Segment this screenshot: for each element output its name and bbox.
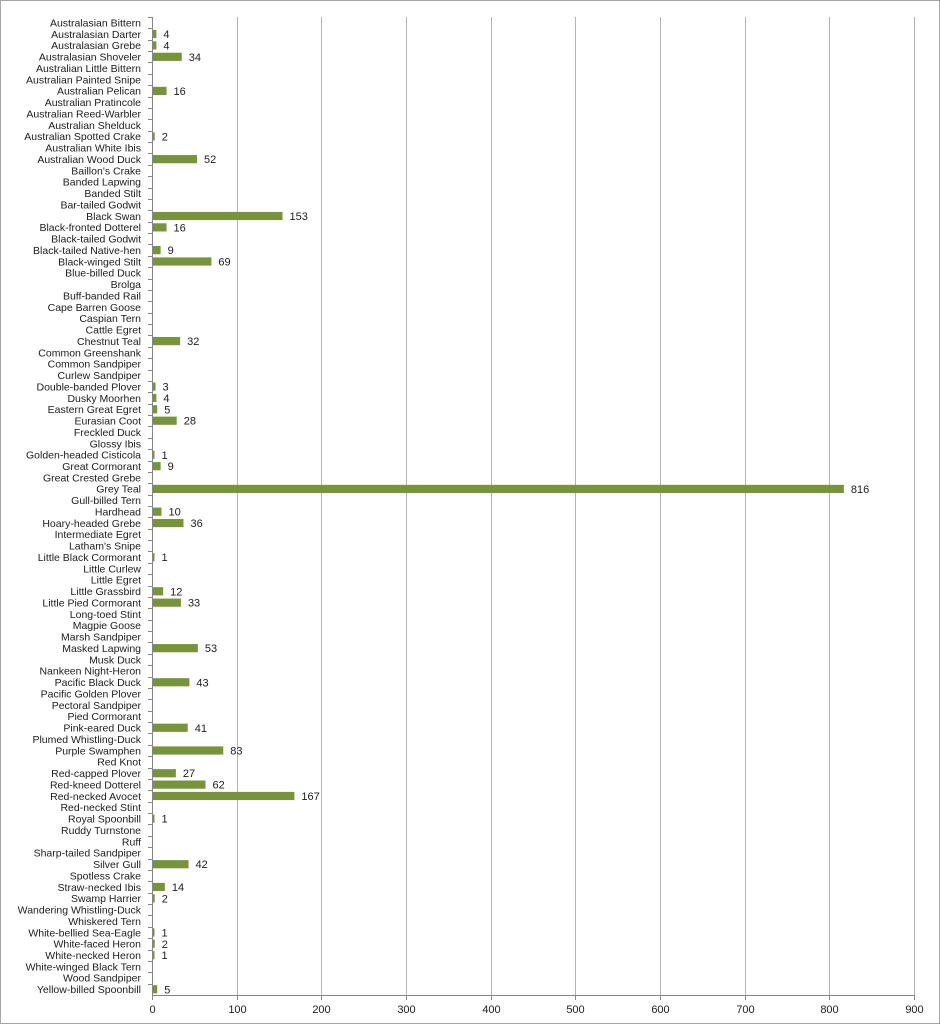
category-label: Gull-billed Tern: [71, 495, 141, 508]
x-tick-label-400: 400: [482, 1004, 501, 1016]
category-label: Yellow-billed Spoonbill: [36, 984, 141, 997]
data-label: 53: [204, 643, 218, 656]
category-label: Red-necked Avocet: [50, 790, 141, 803]
category-label: Australasian Darter: [51, 28, 141, 41]
category-label: Black-tailed Native-hen: [33, 244, 141, 257]
data-label: 41: [194, 722, 207, 735]
data-label: 10: [168, 506, 181, 519]
x-tick-label-800: 800: [820, 1004, 839, 1016]
bar-little-black-cormorant: [153, 553, 155, 561]
category-label: Australian Pelican: [56, 85, 141, 98]
category-label: Plumed Whistling-Duck: [32, 733, 141, 746]
bar-hoary-headed-grebe: [153, 519, 183, 527]
bar-swamp-harrier: [153, 894, 155, 902]
data-label: 1: [161, 813, 168, 826]
category-label: Blue-billed Duck: [65, 267, 141, 280]
data-label: 36: [190, 518, 203, 531]
bar-red-necked-avocet: [153, 792, 294, 800]
bar-eastern-great-egret: [153, 405, 157, 413]
grid-layer: [238, 17, 915, 995]
category-label: Brolga: [110, 279, 141, 292]
category-label: Little Curlew: [83, 563, 141, 576]
data-label: 4: [163, 40, 170, 53]
data-label: 28: [183, 415, 196, 428]
bar-white-faced-heron: [153, 940, 155, 948]
category-label: Golden-headed Cisticola: [26, 449, 141, 462]
data-label: 2: [161, 131, 168, 144]
data-label: 153: [289, 211, 308, 224]
category-label: Australasian Grebe: [51, 40, 141, 53]
data-label: 16: [173, 85, 186, 98]
bar-white-necked-heron: [153, 951, 155, 959]
data-label-layer: [162, 29, 870, 996]
bar-purple-swamphen: [153, 746, 223, 754]
category-label: Australian White Ibis: [45, 142, 141, 155]
data-label: 1: [161, 950, 168, 963]
bar-silver-gull: [153, 860, 189, 868]
data-label: 816: [850, 483, 870, 496]
category-label: Masked Lapwing: [62, 642, 141, 655]
category-label-layer: [18, 17, 142, 996]
category-label: Hardhead: [94, 506, 141, 519]
category-label: Straw-necked Ibis: [57, 881, 141, 894]
bar-double-banded-plover: [153, 382, 156, 390]
bar-red-capped-plover: [153, 769, 176, 777]
data-label: 33: [187, 597, 201, 610]
category-label: Magpie Goose: [72, 620, 141, 633]
bar-royal-spoonbill: [153, 815, 155, 823]
bar-dusky-moorhen: [153, 394, 156, 402]
category-label: Wood Sandpiper: [62, 972, 141, 985]
category-label: Red-capped Plover: [51, 768, 141, 781]
category-label: Australian Pratincole: [44, 97, 141, 110]
bar-black-winged-stilt: [153, 257, 211, 265]
bar-australasian-darter: [153, 30, 156, 38]
tick-label-layer: [149, 1004, 923, 1016]
bar-little-grassbird: [153, 587, 163, 595]
category-label: Australian Wood Duck: [37, 153, 141, 166]
category-label: Caspian Tern: [79, 313, 141, 326]
category-label: Red-kneed Dotterel: [49, 779, 141, 792]
bar-black-tailed-native-hen: [153, 246, 161, 254]
bar-eurasian-coot: [153, 417, 177, 425]
category-label: Wandering Whistling-Duck: [17, 904, 141, 917]
bar-grey-teal: [153, 485, 844, 493]
category-label: White-necked Heron: [45, 949, 141, 962]
category-label: Little Black Cormorant: [37, 551, 141, 564]
category-label: Pacific Black Duck: [54, 677, 141, 690]
bar-pink-eared-duck: [153, 724, 188, 732]
category-label: Baillon's Crake: [71, 165, 141, 178]
category-label: Little Pied Cormorant: [42, 597, 141, 610]
category-label: White-bellied Sea-Eagle: [28, 927, 141, 940]
category-label: Sharp-tailed Sandpiper: [33, 847, 141, 860]
category-label: Little Egret: [90, 574, 141, 587]
bar-australasian-shoveler: [153, 53, 182, 61]
category-label: Australasian Shoveler: [38, 51, 141, 64]
bar-chestnut-teal: [153, 337, 180, 345]
category-label: Ruddy Turnstone: [61, 824, 141, 837]
category-label: Ruff: [121, 836, 141, 849]
x-tick-label-0: 0: [149, 1004, 156, 1016]
data-label: 2: [161, 938, 168, 951]
category-label: Curlew Sandpiper: [57, 370, 141, 383]
category-label: Whiskered Tern: [68, 915, 141, 928]
bar-black-fronted-dotterel: [153, 223, 167, 231]
category-label: Australian Spotted Crake: [24, 131, 141, 144]
data-label: 1: [161, 927, 168, 940]
category-label: Black Swan: [86, 210, 141, 223]
x-tick-label-200: 200: [312, 1004, 331, 1016]
category-label: Chestnut Teal: [76, 335, 141, 348]
category-label: Black-tailed Godwit: [51, 233, 141, 246]
category-label: White-winged Black Tern: [25, 961, 141, 974]
category-label: Banded Lapwing: [62, 176, 141, 189]
x-tick-label-100: 100: [228, 1004, 247, 1016]
bar-black-swan: [153, 212, 283, 220]
category-label: Hoary-headed Grebe: [42, 517, 141, 530]
category-label: Pectoral Sandpiper: [51, 699, 141, 712]
category-label: Intermediate Egret: [54, 529, 141, 542]
bar-layer: [153, 30, 844, 993]
category-label: Pink-eared Duck: [63, 722, 141, 735]
data-label: 1: [161, 449, 168, 462]
data-label: 14: [171, 881, 185, 894]
category-label: Marsh Sandpiper: [61, 631, 141, 644]
bar-pacific-black-duck: [153, 678, 189, 686]
data-label: 32: [187, 336, 200, 349]
category-label: Purple Swamphen: [55, 745, 141, 758]
category-label: Great Crested Grebe: [42, 472, 141, 485]
category-label: Black-winged Stilt: [58, 256, 141, 269]
category-label: Spotless Crake: [69, 870, 141, 883]
bar-australian-wood-duck: [153, 155, 197, 163]
bar-red-kneed-dotterel: [153, 781, 205, 789]
category-label: Glossy Ibis: [89, 438, 141, 451]
data-label: 2: [161, 893, 168, 906]
x-tick-label-700: 700: [736, 1004, 755, 1016]
data-label: 34: [188, 51, 202, 64]
data-label: 69: [218, 256, 231, 269]
category-label: Australian Little Bittern: [35, 62, 141, 75]
data-label: 12: [170, 586, 183, 599]
category-label: Common Greenshank: [38, 347, 141, 360]
x-tick-label-300: 300: [397, 1004, 416, 1016]
data-label: 1: [161, 552, 168, 565]
category-label: Cape Barren Goose: [47, 301, 141, 314]
bar-straw-necked-ibis: [153, 883, 165, 891]
category-label: Australian Shelduck: [48, 119, 141, 132]
category-label: Banded Stilt: [84, 188, 141, 201]
category-label: White-faced Heron: [53, 938, 141, 951]
category-label: Australasian Bittern: [49, 17, 141, 30]
category-label: Bar-tailed Godwit: [60, 199, 141, 212]
category-label: Red-necked Stint: [60, 802, 141, 815]
category-label: Latham's Snipe: [68, 540, 141, 553]
x-tick-label-900: 900: [905, 1004, 924, 1016]
data-label: 167: [301, 790, 320, 803]
bar-australian-pelican: [153, 87, 167, 95]
x-tick-label-600: 600: [651, 1004, 670, 1016]
category-label: Freckled Duck: [73, 426, 141, 439]
bar-golden-headed-cisticola: [153, 451, 155, 459]
data-label: 5: [164, 984, 171, 997]
data-label: 3: [162, 381, 169, 394]
data-label: 9: [167, 245, 174, 258]
bar-white-bellied-sea-eagle: [153, 928, 155, 936]
category-label: Black-fronted Dotterel: [39, 222, 141, 235]
category-label: Pacific Golden Plover: [40, 688, 141, 701]
data-label: 52: [204, 154, 217, 167]
category-label: Musk Duck: [89, 654, 141, 667]
data-label: 4: [163, 392, 170, 405]
data-label: 27: [182, 768, 196, 781]
bar-yellow-billed-spoonbill: [153, 985, 157, 993]
category-label: Buff-banded Rail: [62, 290, 141, 303]
category-label: Eastern Great Egret: [47, 404, 141, 417]
data-label: 62: [212, 779, 225, 792]
category-label: Swamp Harrier: [70, 893, 141, 906]
category-label: Red Knot: [97, 756, 141, 769]
bar-great-cormorant: [153, 462, 161, 470]
category-label: Grey Teal: [96, 483, 141, 496]
bar-masked-lapwing: [153, 644, 198, 652]
category-label: Double-banded Plover: [36, 381, 141, 394]
data-label: 4: [163, 29, 170, 42]
category-label: Pied Cormorant: [67, 711, 141, 724]
category-label: Common Sandpiper: [47, 358, 141, 371]
bar-australian-spotted-crake: [153, 132, 155, 140]
data-label: 9: [167, 461, 174, 474]
category-label: Royal Spoonbill: [68, 813, 141, 826]
category-label: Australian Painted Snipe: [26, 74, 141, 87]
category-label: Little Grassbird: [70, 586, 141, 599]
category-label: Silver Gull: [93, 859, 141, 872]
bar-australasian-grebe: [153, 41, 156, 49]
data-label: 43: [196, 677, 209, 690]
bar-hardhead: [153, 508, 161, 516]
category-label: Great Cormorant: [62, 460, 141, 473]
category-label: Nankeen Night-Heron: [39, 665, 141, 678]
x-tick-label-500: 500: [566, 1004, 585, 1016]
data-label: 83: [230, 745, 243, 758]
bird-count-bar-chart: [1, 1, 940, 1025]
data-label: 42: [195, 859, 208, 872]
category-label: Australian Reed-Warbler: [26, 108, 141, 121]
category-label: Cattle Egret: [85, 324, 141, 337]
category-label: Eurasian Coot: [74, 415, 141, 428]
data-label: 16: [173, 222, 186, 235]
category-label: Dusky Moorhen: [67, 392, 141, 405]
category-label: Long-toed Stint: [69, 608, 141, 621]
axis-layer: [148, 17, 915, 1000]
bar-little-pied-cormorant: [153, 599, 181, 607]
data-label: 5: [164, 404, 171, 417]
